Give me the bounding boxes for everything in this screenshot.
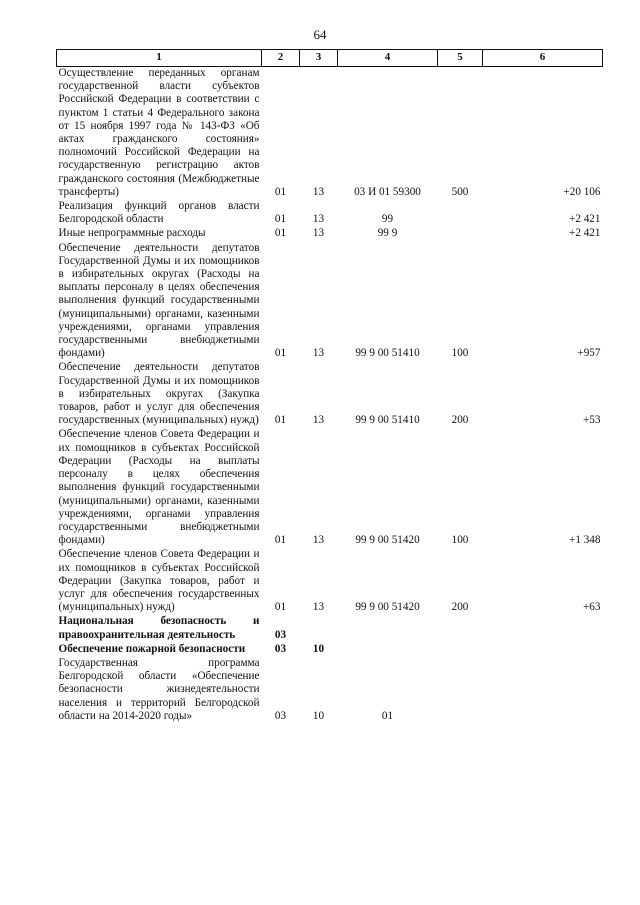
expense-type-code: 200 [451, 414, 469, 427]
table-row [57, 227, 603, 241]
subsection-code: 13 [312, 213, 325, 226]
section-code: 01 [274, 534, 287, 547]
subsection-code: 13 [312, 534, 325, 547]
page-number: 64 [313, 27, 327, 42]
table-row [57, 67, 603, 201]
section-code: 01 [274, 213, 287, 226]
section-code: 01 [274, 601, 287, 614]
target-article-code: 99 9 00 51410 [355, 347, 420, 360]
section-code: 01 [274, 185, 287, 198]
expense-type-code: 200 [451, 601, 469, 614]
row-name: Обеспечение членов Совета Федерации и их помощников в субъектах Российской Федерации (Расходы на выплаты персоналу в целях обеспечения выполнения функций государственными (муниципальными) органами, казенными учреждениями, органами управления государственными внебюджетными фондами) [58, 428, 260, 547]
column-header-1: 1 [57, 50, 262, 67]
table-row [57, 657, 603, 724]
target-article-code: 01 [381, 709, 394, 722]
expense-type-code [438, 643, 483, 657]
expense-type-code [438, 657, 483, 724]
amount-change [483, 657, 603, 724]
table-row [57, 242, 603, 362]
column-header-2: 2 [262, 50, 300, 67]
section-code: 03 [274, 628, 287, 641]
target-article-code: 99 9 00 51410 [355, 414, 420, 427]
subsection-code: 13 [312, 414, 325, 427]
amount-change: +63 [583, 601, 601, 614]
target-article-code: 99 9 00 51420 [355, 534, 420, 547]
expense-type-code: 100 [451, 347, 469, 360]
expense-type-code [438, 615, 483, 642]
amount-change: +2 421 [569, 213, 601, 226]
subsection-code: 10 [312, 642, 325, 655]
section-code: 01 [274, 414, 287, 427]
table-row [57, 643, 603, 657]
subsection-code: 13 [312, 347, 325, 360]
amount-change: +53 [583, 414, 601, 427]
expense-type-code [438, 200, 483, 227]
row-name: Обеспечение членов Совета Федерации и их помощников в субъектах Российской Федерации (Закупка товаров, работ и услуг для обеспечения государственных (муниципальных) нужд) [58, 548, 260, 614]
section-code: 01 [274, 227, 287, 240]
subsection-code [300, 615, 338, 642]
row-name: Обеспечение деятельности депутатов Государственной Думы и их помощников в избирательных округах (Расходы на выплаты персоналу в целях обеспечения выполнения функций государственными (муниципальными) органами, казенными учреждениями, органами управления государственными внебюджетными фондами) [58, 241, 260, 360]
expense-type-code [438, 227, 483, 241]
row-name: Государственная программа Белгородской области «Обеспечение безопасности жизнедеятельности населения и территорий Белгородской области на 2014-2020 годы» [58, 656, 260, 722]
table-body [57, 67, 603, 724]
amount-change: +957 [577, 347, 601, 360]
subsection-code: 10 [312, 709, 325, 722]
column-header-5: 5 [438, 50, 483, 67]
target-article-code: 99 9 00 51420 [355, 601, 420, 614]
amount-change: +2 421 [569, 227, 601, 240]
table-row [57, 361, 603, 428]
target-article-code: 99 9 [377, 227, 398, 240]
target-article-code [338, 615, 438, 642]
column-header-3: 3 [300, 50, 338, 67]
row-name: Обеспечение деятельности депутатов Государственной Думы и их помощников в избирательных округах (Закупка товаров, работ и услуг для обеспечения государственных (муниципальных) нужд) [58, 361, 260, 427]
amount-change [483, 643, 603, 657]
table-row [57, 615, 603, 642]
amount-change: +1 348 [569, 534, 601, 547]
row-name: Национальная безопасность и правоохранительная деятельность [58, 615, 260, 641]
row-name: Реализация функций органов власти Белгородской области [58, 200, 260, 226]
subsection-code: 13 [312, 185, 325, 198]
table-row [57, 548, 603, 615]
amount-change [483, 615, 603, 642]
section-code: 03 [274, 642, 287, 655]
column-header-4: 4 [338, 50, 438, 67]
subsection-code: 13 [312, 227, 325, 240]
target-article-code [338, 643, 438, 657]
row-name: Обеспечение пожарной безопасности [58, 642, 246, 655]
section-code: 01 [274, 347, 287, 360]
target-article-code: 03 И 01 59300 [354, 185, 421, 198]
subsection-code: 13 [312, 601, 325, 614]
table-row [57, 200, 603, 227]
section-code: 03 [274, 709, 287, 722]
row-name: Иные непрограммные расходы [58, 227, 206, 240]
budget-table [56, 49, 603, 724]
table-row [57, 428, 603, 548]
amount-change: +20 106 [563, 185, 601, 198]
target-article-code: 99 [381, 213, 394, 226]
table-header-row [57, 50, 603, 67]
expense-type-code: 100 [451, 534, 469, 547]
column-header-6: 6 [483, 50, 603, 67]
expense-type-code: 500 [451, 185, 469, 198]
row-name: Осуществление переданных органам государственной власти субъектов Российской Федерации в соответствии с пунктом 1 статьи 4 Федерального закона от 15 ноября 1997 года № 143-ФЗ «Об актах гражданского состояния» полномочий Российской Федерации на государственную регистрацию актов гражданского состояния (Межбюджетные трансферты) [58, 67, 260, 198]
